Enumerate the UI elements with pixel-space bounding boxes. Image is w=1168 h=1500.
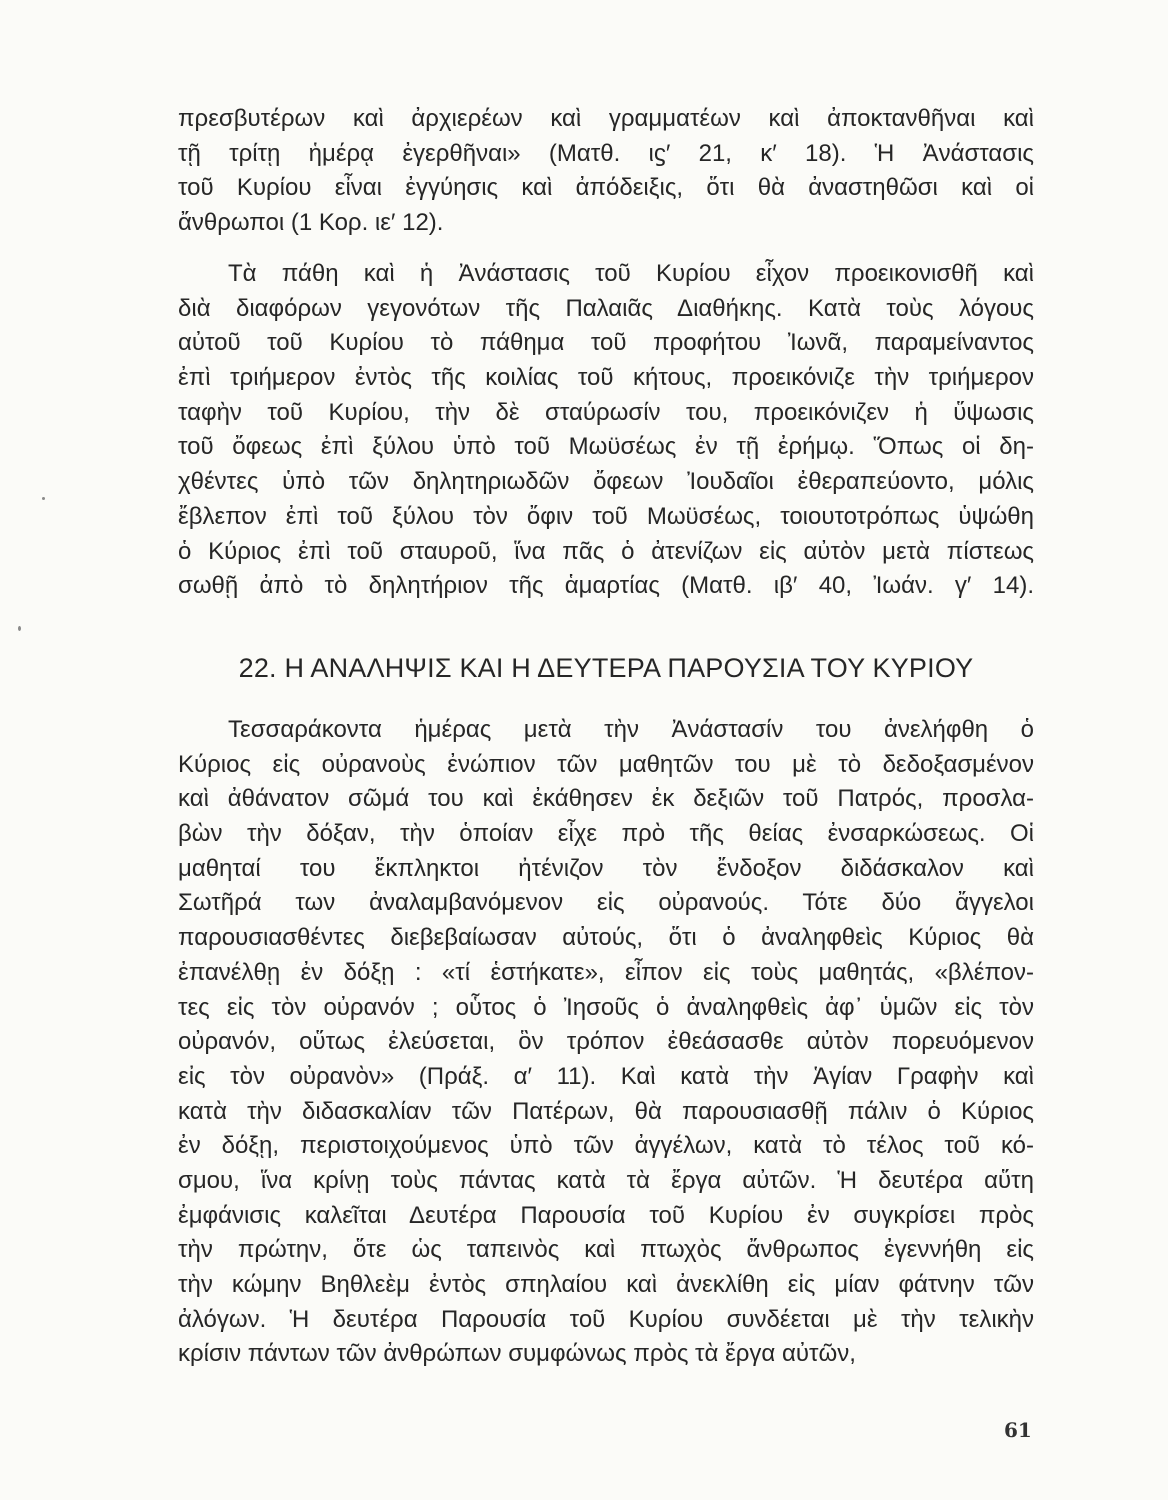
paragraph-line: ἄνθρωποι (1 Κορ. ιε′ 12). <box>178 209 444 237</box>
paragraph-line: μαθηταί του ἔκπληκτοι ἠτένιζον τὸν ἔνδοξον διδάσκαλον καὶ <box>178 854 1034 882</box>
paragraph-line: κρίσιν πάντων τῶν ἀνθρώπων συμφώνως πρὸς τὰ ἔργα αὐτῶν, <box>178 1340 856 1368</box>
paragraph-line: τὴν κώμην Βηθλεὲμ ἐντὸς σπηλαίου καὶ ἀνεκλίθη εἰς μίαν φάτνην τῶν <box>178 1271 1034 1298</box>
paragraph-line: ἐπανέλθῃ ἐν δόξῃ : «τί ἑστήκατε», εἶπον εἰς τοὺς μαθητάς, «βλέπον- <box>178 958 1034 986</box>
paragraph-line: σμου, ἵνα κρίνῃ τοὺς πάντας κατὰ τὰ ἔργα αὐτῶν. Ἡ δευτέρα αὕτη <box>178 1166 1034 1194</box>
paragraph-1 <box>178 102 1034 241</box>
paragraph-line: Κύριος εἰς οὐρανοὺς ἐνώπιον τῶν μαθητῶν του μὲ τὸ δεδοξασμένον <box>178 750 1034 778</box>
paragraph-line: τὴν πρώτην, ὅτε ὡς ταπεινὸς καὶ πτωχὸς ἄνθρωπος ἐγεννήθη εἰς <box>178 1236 1034 1264</box>
paragraph-line: τῇ τρίτῃ ἡμέρᾳ ἐγερθῆναι» (Ματθ. ιϛ′ 21, κ′ 18). Ἡ Ἀνάστασις <box>178 139 1034 167</box>
paragraph-line: ἐμφάνισις καλεῖται Δευτέρα Παρουσία τοῦ Κυρίου ἐν συγκρίσει πρὸς <box>178 1201 1034 1229</box>
paragraph-line: παρουσιασθέντες διεβεβαίωσαν αὐτούς, ὅτι ὁ ἀναληφθεὶς Κύριος θὰ <box>178 924 1034 952</box>
paragraph-line: διὰ διαφόρων γεγονότων τῆς Παλαιᾶς Διαθήκης. Κατὰ τοὺς λόγους <box>178 294 1034 322</box>
paragraph-line: Τεσσαράκοντα ἡμέρας μετὰ τὴν Ἀνάστασίν του ἀνελήφθη ὁ <box>228 716 1034 743</box>
paragraph-line: βὼν τὴν δόξαν, τὴν ὁποίαν εἶχε πρὸ τῆς θείας ἐνσαρκώσεως. Οἱ <box>178 820 1034 848</box>
paragraph-line: ὁ Κύριος ἐπὶ τοῦ σταυροῦ, ἵνα πᾶς ὁ ἀτενίζων εἰς αὐτὸν μετὰ πίστεως <box>178 537 1034 565</box>
paragraph-line: τες εἰς τὸν οὐρανόν ; οὗτος ὁ Ἰησοῦς ὁ ἀναληφθεὶς ἀφ᾿ ὑμῶν εἰς τὸν <box>178 993 1034 1021</box>
paragraph-line: Τὰ πάθη καὶ ἡ Ἀνάστασις τοῦ Κυρίου εἶχον προεικονισθῆ καὶ <box>228 260 1034 287</box>
paragraph-line: ταφὴν τοῦ Κυρίου, τὴν δὲ σταύρωσίν του, προεικόνιζεν ἡ ὕψωσις <box>178 398 1034 426</box>
paragraph-line: καὶ ἀθάνατον σῶμά του καὶ ἐκάθησεν ἐκ δεξιῶν τοῦ Πατρός, προσλα- <box>178 785 1034 813</box>
print-speck <box>42 497 45 500</box>
paragraph-line: εἰς τὸν οὐρανὸν» (Πράξ. α′ 11). Καὶ κατὰ τὴν Ἁγίαν Γραφὴν καὶ <box>178 1062 1034 1090</box>
paragraph-3 <box>178 713 1034 1372</box>
print-speck <box>18 626 21 631</box>
paragraph-line: ἐν δόξῃ, περιστοιχούμενος ὑπὸ τῶν ἀγγέλων, κατὰ τὸ τέλος τοῦ κό- <box>178 1132 1034 1160</box>
paragraph-line: σωθῇ ἀπὸ τὸ δηλητήριον τῆς ἁμαρτίας (Ματθ. ιβ′ 40, Ἰωάν. γ′ 14). <box>178 572 1034 600</box>
paragraph-2 <box>178 257 1034 604</box>
paragraph-line: Σωτῆρά των ἀναλαμβανόμενον εἰς οὐρανούς. Τότε δύο ἄγγελοι <box>178 889 1034 917</box>
paragraph-line: τοῦ ὄφεως ἐπὶ ξύλου ὑπὸ τοῦ Μωϋσέως ἐν τῇ ἐρήμῳ. Ὅπως οἱ δη- <box>178 433 1034 461</box>
paragraph-line: ἐπὶ τριήμερον ἐντὸς τῆς κοιλίας τοῦ κήτους, προεικόνιζε τὴν τριήμερον <box>178 364 1034 392</box>
paragraph-line: τοῦ Κυρίου εἶναι ἐγγύησις καὶ ἀπόδειξις, ὅτι θὰ ἀναστηθῶσι καὶ οἱ <box>178 174 1034 202</box>
paragraph-line: πρεσβυτέρων καὶ ἀρχιερέων καὶ γραμματέων καὶ ἀποκτανθῆναι καὶ <box>178 105 1034 132</box>
paragraph-line: ἔβλεπον ἐπὶ τοῦ ξύλου τὸν ὄφιν τοῦ Μωϋσέως, τοιουτοτρόπως ὑψώθη <box>178 502 1034 530</box>
section-heading: 22. Η ΑΝΑΛΗΨΙΣ ΚΑΙ Η ΔΕΥΤΕΡΑ ΠΑΡΟΥΣΙΑ ΤΟΥ ΚΥΡΙΟΥ <box>238 653 974 683</box>
paragraph-line: κατὰ τὴν διδασκαλίαν τῶν Πατέρων, θὰ παρουσιασθῇ πάλιν ὁ Κύριος <box>178 1097 1034 1125</box>
paragraph-line: ἀλόγων. Ἡ δευτέρα Παρουσία τοῦ Κυρίου συνδέεται μὲ τὴν τελικὴν <box>178 1305 1034 1333</box>
paragraph-line: αὐτοῦ τοῦ Κυρίου τὸ πάθημα τοῦ προφήτου Ἰωνᾶ, παραμείναντος <box>178 329 1034 357</box>
paragraph-line: χθέντες ὑπὸ τῶν δηλητηριωδῶν ὄφεων Ἰουδαῖοι ἐθεραπεύοντο, μόλις <box>178 468 1034 496</box>
page-number: 61 <box>1004 1418 1032 1442</box>
paragraph-line: οὐρανόν, οὕτως ἐλεύσεται, ὃν τρόπον ἐθεάσασθε αὐτὸν πορευόμενον <box>178 1028 1034 1056</box>
